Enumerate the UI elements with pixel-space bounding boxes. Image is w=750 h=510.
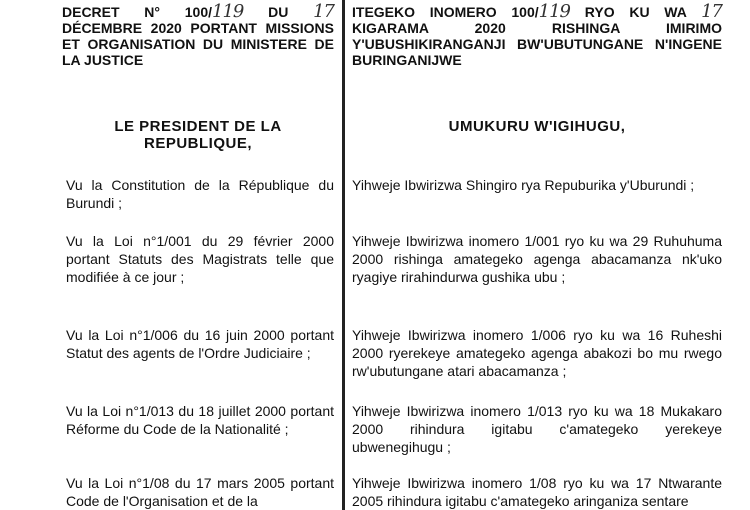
- french-paragraph: Vu la Loi n°1/013 du 18 juillet 2000 portant Réforme du Code de la Nationalité ;: [66, 403, 334, 437]
- kirundi-title-rest: KIGARAMA 2020 RISHINGA IMIRIMO Y'UBUSHIKIRANGANJI BW'UBUTUNGANE N'INGENE BURINGANIJWE: [352, 20, 722, 68]
- kirundi-title: [352, 1, 722, 68]
- french-title: [62, 1, 334, 68]
- french-paragraph: Vu la Constitution de la République du Burundi ;: [66, 177, 334, 211]
- kirundi-heading: UMUKURU W'IGIHUGU,: [448, 118, 626, 135]
- kirundi-paragraph: Yihweje Ibwirizwa inomero 1/013 ryo ku wa 18 Mukakaro 2000 rihindura igitabu c'amategeko yerekeye ubwenegihugu ;: [352, 403, 722, 455]
- column-divider: [342, 0, 345, 510]
- french-column: [62, 0, 334, 510]
- french-heading: LE PRESIDENT DE LA REPUBLIQUE,: [114, 118, 282, 152]
- french-title-prefix: DECRET N° 100/: [62, 4, 213, 20]
- kirundi-paragraph: Yihweje Ibwirizwa inomero 1/001 ryo ku wa 29 Ruhuhuma 2000 rishinga amategeko agenga abacamanza nk'uko ryagiye rirahindurwa gushika ubu ;: [352, 233, 722, 285]
- kirundi-title-prefix: ITEGEKO INOMERO 100/: [352, 4, 539, 20]
- kirundi-paragraph: Yihweje Ibwirizwa Shingiro rya Repuburika y'Uburundi ;: [352, 177, 695, 193]
- french-paragraph: Vu la Loi n°1/006 du 16 juin 2000 portant Statut des agents de l'Ordre Judiciaire ;: [66, 327, 334, 361]
- kirundi-title-mid: RYO KU WA: [570, 4, 702, 20]
- handwritten-decree-number: 119: [538, 1, 571, 22]
- kirundi-paragraph: Yihweje Ibwirizwa inomero 1/006 ryo ku wa 16 Ruheshi 2000 ryerekeye amategeko agenga abakozi bo mu rwego rw'ubutungane atari abacamanza ;: [352, 327, 722, 379]
- handwritten-day: 17: [313, 1, 334, 22]
- french-title-rest: DÉCEMBRE 2020 PORTANT MISSIONS ET ORGANISATION DU MINISTERE DE LA JUSTICE: [62, 20, 334, 68]
- handwritten-decree-number: 119: [212, 1, 244, 22]
- french-paragraph: Vu la Loi n°1/001 du 29 février 2000 portant Statuts des Magistrats telle que modifiée à ce jour ;: [66, 233, 334, 285]
- french-title-du: DU: [243, 4, 314, 20]
- handwritten-day: 17: [701, 1, 722, 22]
- kirundi-paragraph: Yihweje Ibwirizwa inomero 1/08 ryo ku wa 17 Ntwarante 2005 rihindura igitabu c'amategeko aringaniza sentare: [352, 475, 722, 509]
- kirundi-column: [352, 0, 722, 510]
- french-paragraph: Vu la Loi n°1/08 du 17 mars 2005 portant Code de l'Organisation et de la: [66, 475, 334, 509]
